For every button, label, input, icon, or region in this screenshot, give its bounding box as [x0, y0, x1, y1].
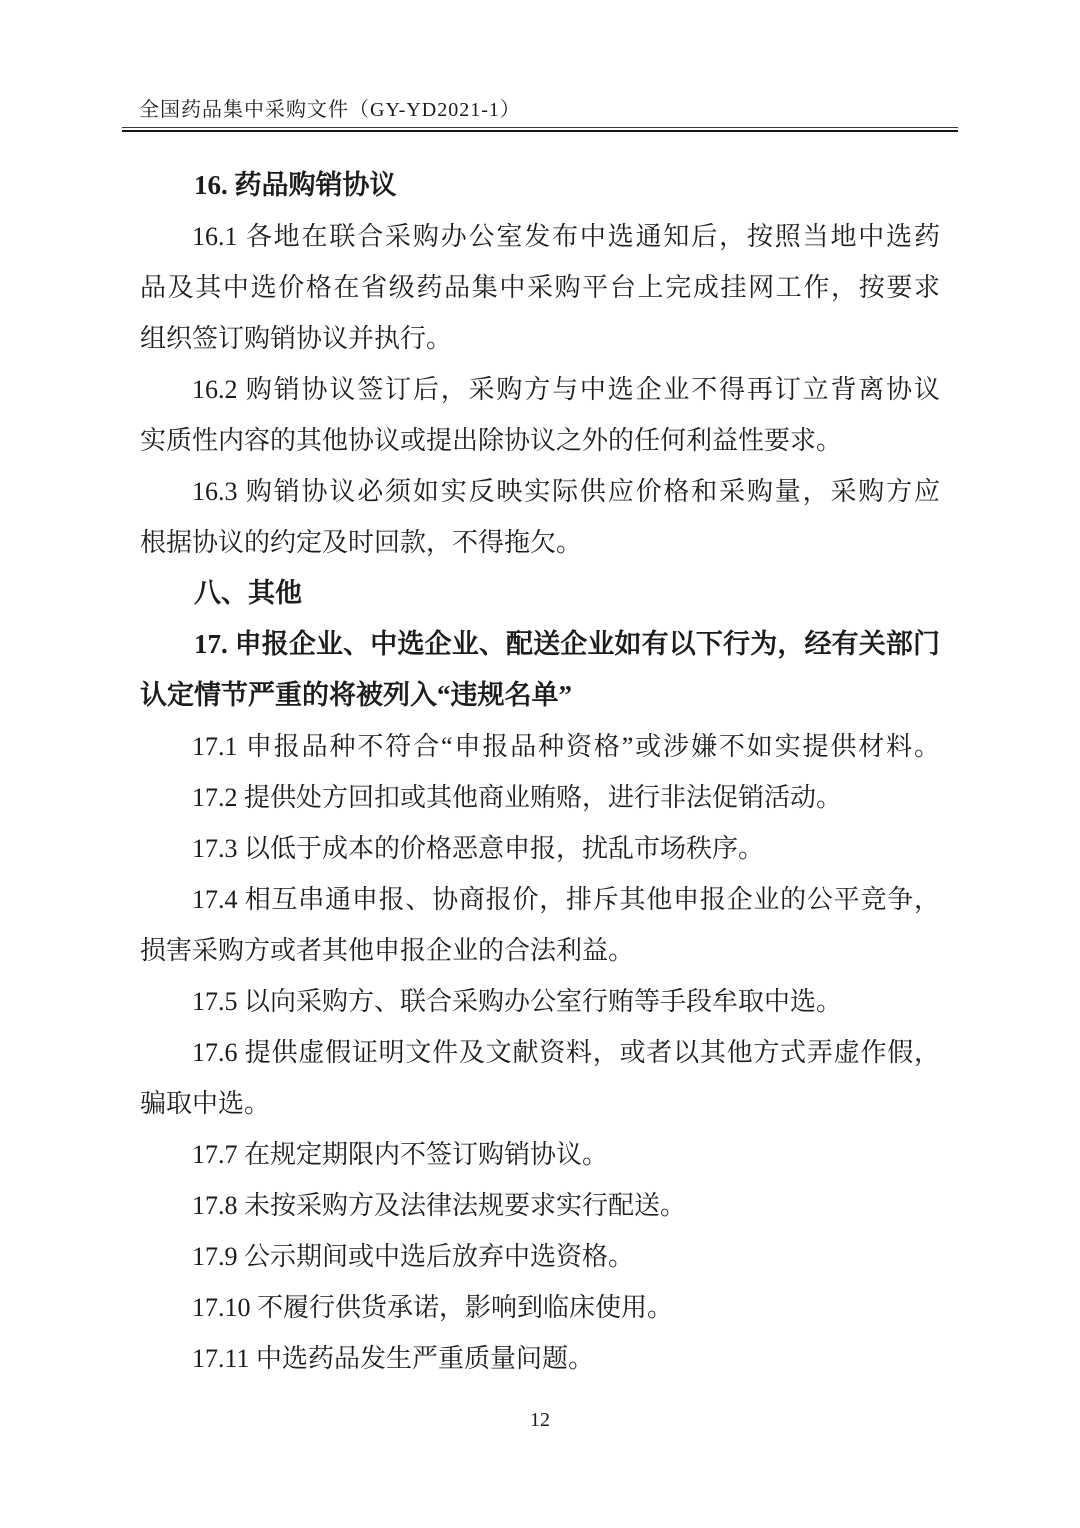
heading-line: 八、其他 — [194, 578, 302, 608]
para-17-7 — [140, 1129, 940, 1180]
paragraph-line: 品及其中选价格在省级药品集中采购平台上完成挂网工作，按要求 — [140, 273, 940, 302]
paragraph-line: 组织签订购销协议并执行。 — [140, 324, 453, 353]
paragraph-line: 骗取中选。 — [140, 1089, 271, 1118]
running-header-title: 全国药品集中采购文件（GY-YD2021-1） — [139, 99, 521, 121]
paragraph-line: 根据协议的约定及时回款，不得拖欠。 — [140, 528, 583, 557]
para-17-2 — [140, 772, 940, 823]
heading-section-16 — [140, 160, 940, 211]
para-17-6 — [140, 1027, 940, 1129]
para-17-8 — [140, 1180, 940, 1231]
paragraph-line: 17.10 不履行供货承诺，影响到临床使用。 — [192, 1293, 674, 1322]
para-17-11 — [140, 1333, 940, 1384]
heading-line: 认定情节严重的将被列入“违规名单” — [140, 680, 572, 710]
document-body — [140, 160, 940, 1384]
heading-item-17 — [140, 619, 940, 721]
para-17-3 — [140, 823, 940, 874]
paragraph-line: 16.1 各地在联合采购办公室发布中选通知后，按照当地中选药 — [192, 222, 940, 251]
paragraph-line: 17.8 未按采购方及法律法规要求实行配送。 — [192, 1191, 687, 1220]
paragraph-line: 17.2 提供处方回扣或其他商业贿赂，进行非法促销活动。 — [192, 783, 843, 812]
para-17-10 — [140, 1282, 940, 1333]
header-rule — [122, 127, 958, 132]
paragraph-line: 16.3 购销协议必须如实反映实际供应价格和采购量，采购方应 — [192, 477, 940, 506]
paragraph-line: 17.6 提供虚假证明文件及文献资料，或者以其他方式弄虚作假， — [192, 1038, 940, 1067]
paragraph-line: 17.4 相互串通申报、协商报价，排斥其他申报企业的公平竞争， — [192, 885, 940, 914]
paragraph-line: 实质性内容的其他协议或提出除协议之外的任何利益性要求。 — [140, 426, 843, 455]
heading-section-8-other — [140, 568, 940, 619]
para-17-5 — [140, 976, 940, 1027]
para-16-2 — [140, 364, 940, 466]
paragraph-line: 17.11 中选药品发生严重质量问题。 — [192, 1344, 595, 1373]
heading-line: 17. 申报企业、中选企业、配送企业如有以下行为，经有关部门 — [194, 629, 940, 659]
para-16-3 — [140, 466, 940, 568]
para-17-4 — [140, 874, 940, 976]
paragraph-line: 16.2 购销协议签订后，采购方与中选企业不得再订立背离协议 — [192, 375, 940, 404]
page-number: 12 — [530, 1409, 550, 1431]
paragraph-line: 17.7 在规定期限内不签订购销协议。 — [192, 1140, 609, 1169]
paragraph-line: 17.9 公示期间或中选后放弃中选资格。 — [192, 1242, 635, 1271]
paragraph-line: 17.5 以向采购方、联合采购办公室行贿等手段牟取中选。 — [192, 987, 843, 1016]
paragraph-line: 损害采购方或者其他申报企业的合法利益。 — [140, 936, 635, 965]
para-17-9 — [140, 1231, 940, 1282]
para-16-1 — [140, 211, 940, 364]
paragraph-line: 17.3 以低于成本的价格恶意申报，扰乱市场秩序。 — [192, 834, 765, 863]
heading-line: 16. 药品购销协议 — [194, 170, 397, 200]
paragraph-line: 17.1 申报品种不符合“申报品种资格”或涉嫌不如实提供材料。 — [192, 732, 940, 761]
para-17-1 — [140, 721, 940, 772]
